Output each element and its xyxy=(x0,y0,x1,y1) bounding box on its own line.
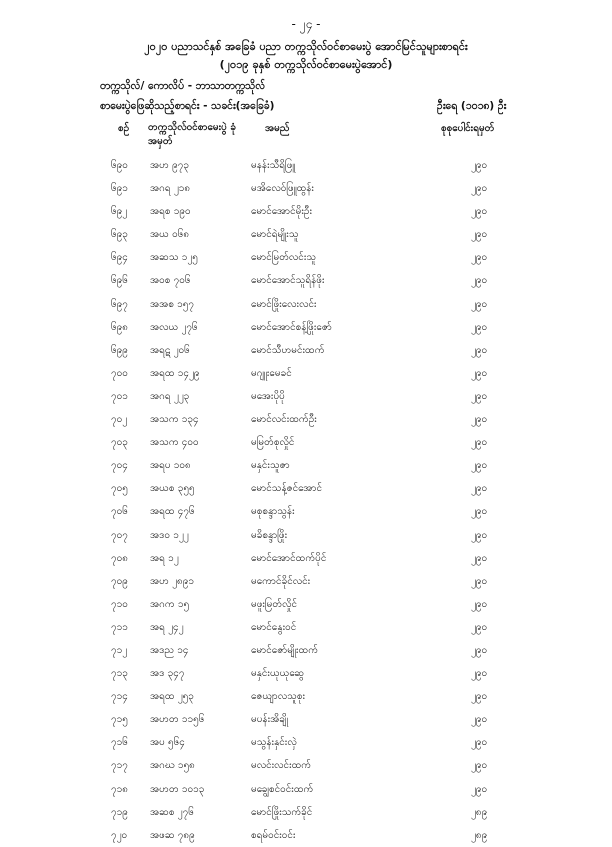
total-marks: ၂၈၉ xyxy=(471,806,488,818)
registration-no: အပ ၅၆၄ xyxy=(150,737,185,749)
student-name: မသွန်းနှင်းလှဲ xyxy=(251,737,297,749)
serial-no: ၇၀၅ xyxy=(111,483,128,495)
student-name: စရမ်ဝင်းဝင်း xyxy=(251,829,296,841)
student-name: မနန်းသီရိဖြူ xyxy=(251,160,296,171)
student-name: မောင်သန့်ဇင်အောင် xyxy=(251,483,323,495)
serial-no: ၇၀၈ xyxy=(111,552,128,564)
list-item xyxy=(0,778,612,801)
total-marks: ၂၉၀ xyxy=(471,737,488,749)
list-item xyxy=(0,547,612,570)
document-title: ၂၀၂၀ ပညာသင်နှစ် အခြေခံ ပညာ တက္ကသိုလ်ဝင်စာမေးပွဲ အောင်မြင်သူများစာရင်း xyxy=(144,40,468,53)
university-label: တက္ကသိုလ်/ ကောလိပ် - ဘာသာတက္ကသိုလ် xyxy=(100,80,266,92)
registration-no: အရစ ၁၉၀ xyxy=(150,206,191,218)
list-item xyxy=(0,500,612,523)
registration-no: အအစ ၁၅၇ xyxy=(150,298,195,310)
results-list xyxy=(0,154,612,847)
serial-no: ၇၀၃ xyxy=(111,437,128,449)
student-name: မောင်မြတ်လင်းသူ xyxy=(251,252,317,264)
list-item xyxy=(0,362,612,385)
list-item xyxy=(0,385,612,408)
registration-no: အဂဃ ၁၅၈ xyxy=(150,760,195,772)
total-marks: ၂၉၀ xyxy=(471,644,488,656)
registration-no: အဒည ၁၄ xyxy=(150,644,189,656)
serial-no: ၇၀၄ xyxy=(111,460,128,472)
list-item xyxy=(0,662,612,685)
serial-no: ၆၉၃ xyxy=(111,229,128,241)
list-item xyxy=(0,154,612,177)
total-marks: ၂၉၀ xyxy=(471,575,488,587)
total-marks: ၂၉၀ xyxy=(471,691,488,703)
student-name: မနှင်းယုယုဆွေ xyxy=(251,668,305,680)
total-marks: ၂၉၀ xyxy=(471,506,488,518)
registration-no: အဖဆ ၇၈၉ xyxy=(150,829,195,841)
serial-no: ၇၁၃ xyxy=(111,668,128,680)
header-total-marks: စုစုပေါင်းရမှတ် xyxy=(441,123,495,134)
total-marks: ၂၉၀ xyxy=(471,437,488,449)
registration-no: အဟတ ၁၀၁၃ xyxy=(150,783,205,795)
serial-no: ၇၀၇ xyxy=(111,529,128,541)
student-name: ဇေယျာလသူစုး xyxy=(251,691,305,703)
total-marks: ၂၉၀ xyxy=(471,298,488,310)
list-item xyxy=(0,731,612,754)
list-item xyxy=(0,269,612,292)
serial-no: ၆၉၇ xyxy=(111,298,128,310)
total-marks: ၂၉၀ xyxy=(471,183,488,195)
list-item xyxy=(0,316,612,339)
registration-no: အဟတ ၁၁၅၆ xyxy=(150,714,205,726)
list-item xyxy=(0,293,612,316)
page-number: - ၂၄ - xyxy=(291,17,321,31)
list-item xyxy=(0,223,612,246)
serial-no: ၇၁၂ xyxy=(111,644,128,656)
student-name: မကောင်ခိုင်လင်း xyxy=(251,575,311,587)
registration-no: အသက ၁၃၄ xyxy=(150,414,199,426)
total-marks: ၂၉၀ xyxy=(471,160,488,171)
serial-no: ၆၉၁ xyxy=(111,183,128,195)
registration-no: အဟ ၉၇၃ xyxy=(150,160,190,171)
registration-no: အရဋ ၂၀၆ xyxy=(150,344,190,356)
serial-no: ၇၀၂ xyxy=(111,414,128,426)
list-item xyxy=(0,616,612,639)
exam-subject-label: စာမေးပွဲဖြေဆိုသည့်စာရင်း - သခင်း(အခြေခံ) xyxy=(100,100,275,112)
registration-no: အဆသ ၁၂၅ xyxy=(150,252,198,264)
student-name: မဖူးမြတ်လှိုင် xyxy=(251,598,298,610)
student-name: မပန်းအိချို xyxy=(251,714,288,726)
total-marks: ၂၉၀ xyxy=(471,252,488,264)
registration-no: အဂရ ၂၂၃ xyxy=(150,390,190,402)
student-name: မောင်သီဟမင်းထက် xyxy=(251,344,325,356)
total-marks: ၂၉၀ xyxy=(471,275,488,287)
serial-no: ၆၉၉ xyxy=(111,344,128,356)
header-serial-no: စဉ် xyxy=(118,123,130,134)
registration-no: အဆစ ၂၇၆ xyxy=(150,806,194,818)
list-item xyxy=(0,477,612,500)
list-item xyxy=(0,708,612,731)
student-name: မောင်အောင်ထက်ပိုင် xyxy=(251,552,327,564)
student-name: မခိစန္ဒာဖြိုး xyxy=(251,529,288,541)
student-name: မောင်အောင်မိုးဦး xyxy=(251,206,313,218)
registration-no: အရထ ၂၅၃ xyxy=(150,691,194,703)
total-marks: ၂၈၉ xyxy=(471,829,488,841)
serial-no: ၇၁၆ xyxy=(111,737,128,749)
student-name: မောင်အောင်စန့်ဖြိုးဇော် xyxy=(251,321,332,333)
registration-no: အယ ၀၆၈ xyxy=(150,229,190,241)
serial-no: ၆၉၈ xyxy=(111,321,128,333)
student-name: မောင်အောင်သူရိန်ဖိုး xyxy=(251,275,325,287)
total-marks: ၂၉၀ xyxy=(471,783,488,795)
registration-no: အဒဝ ၁၂၂ xyxy=(150,529,189,541)
total-marks: ၂၉၀ xyxy=(471,390,488,402)
list-item xyxy=(0,639,612,662)
student-name: မအေးပိုပို xyxy=(251,390,285,402)
student-name: မောင်ရဲမျိုးသူ xyxy=(251,229,299,241)
student-name: မောင်ဖြိုးလေးလင်း xyxy=(251,298,317,310)
list-item xyxy=(0,408,612,431)
registration-no: အရထ ၄၇၆ xyxy=(150,506,195,518)
student-name: မောင်ဖြိုးသက်ခိုင် xyxy=(251,806,313,818)
serial-no: ၇၂၀ xyxy=(111,829,128,841)
list-item xyxy=(0,754,612,777)
student-name: မဂျူးမေခင် xyxy=(251,367,292,379)
total-marks: ၂၉၀ xyxy=(471,529,488,541)
list-item xyxy=(0,177,612,200)
serial-no: ၇၀၁ xyxy=(111,390,128,402)
total-count-label: ဦးရေ (၁၀၁၈) ဦး xyxy=(437,100,507,112)
list-item xyxy=(0,200,612,223)
list-item xyxy=(0,524,612,547)
registration-no: အရပ ၁၀၈ xyxy=(150,460,191,472)
serial-no: ၆၉၀ xyxy=(111,160,128,171)
serial-no: ၇၀၉ xyxy=(111,575,128,587)
total-marks: ၂၉၀ xyxy=(471,668,488,680)
total-marks: ၂၉၀ xyxy=(471,321,488,333)
list-item xyxy=(0,570,612,593)
registration-no: အရထ ၁၄၂၉ xyxy=(150,367,200,379)
registration-no: အယစ ၃၅၅ xyxy=(150,483,195,495)
registration-no: အလယ ၂၇၆ xyxy=(150,321,198,333)
total-marks: ၂၉၀ xyxy=(471,621,488,633)
serial-no: ၇၁၉ xyxy=(111,806,128,818)
total-marks: ၂၉၀ xyxy=(471,552,488,564)
total-marks: ၂၉၀ xyxy=(471,367,488,379)
student-name: မလင်းလင်းထက် xyxy=(251,760,312,772)
serial-no: ၆၉၄ xyxy=(111,252,128,264)
serial-no: ၆၉၂ xyxy=(111,206,128,218)
serial-no: ၇၁၀ xyxy=(111,598,128,610)
student-name: မောင်နွေးဝင် xyxy=(251,621,297,633)
serial-no: ၇၁၇ xyxy=(111,760,128,772)
total-marks: ၂၉၀ xyxy=(471,714,488,726)
list-item xyxy=(0,339,612,362)
total-marks: ၂၉၀ xyxy=(471,344,488,356)
registration-no: အဂရ ၂၁၈ xyxy=(150,183,191,195)
document-subtitle: (၂၀၁၉ ခုနှစ် တက္ကသိုလ်ဝင်စာမေးပွဲအောင်) xyxy=(219,58,393,71)
serial-no: ၇၁၈ xyxy=(111,783,128,795)
student-name: မချွေစင်ဝင်းထက် xyxy=(251,783,314,795)
list-item xyxy=(0,454,612,477)
header-registration-no: တက္ကသိုလ်ဝင်စာမေးပွဲ ခုံအမှတ် xyxy=(148,122,236,147)
list-item xyxy=(0,801,612,824)
student-name: မောင်လင်းထက်ဦး xyxy=(251,414,317,426)
student-name: မမြတ်စုလှိုင် xyxy=(251,437,295,449)
total-marks: ၂၉၀ xyxy=(471,598,488,610)
registration-no: အဒ ၃၄၇ xyxy=(150,668,185,680)
total-marks: ၂၉၀ xyxy=(471,206,488,218)
total-marks: ၂၉၀ xyxy=(471,460,488,472)
registration-no: အဟ ၂၈၉၁ xyxy=(150,575,195,587)
list-item xyxy=(0,824,612,847)
serial-no: ၇၁၄ xyxy=(111,691,128,703)
registration-no: အရ ၁၂ xyxy=(150,552,179,564)
registration-no: အရ ၂၄၂ xyxy=(150,621,184,633)
student-name: မနှင်းသူဇာ xyxy=(251,460,290,472)
serial-no: ၇၁၁ xyxy=(111,621,128,633)
total-marks: ၂၉၀ xyxy=(471,483,488,495)
registration-no: အသက ၄၀၀ xyxy=(150,437,199,449)
header-name: အမည် xyxy=(265,123,290,134)
list-item xyxy=(0,246,612,269)
list-item xyxy=(0,685,612,708)
total-marks: ၂၉၀ xyxy=(471,760,488,772)
total-marks: ၂၉၀ xyxy=(471,414,488,426)
registration-no: အဝစ ၇၀၆ xyxy=(150,275,191,287)
registration-no: အဂက ၁၅ xyxy=(150,598,190,610)
serial-no: ၇၀၀ xyxy=(111,367,128,379)
list-item xyxy=(0,431,612,454)
serial-no: ၆၉၆ xyxy=(111,275,128,287)
list-item xyxy=(0,593,612,616)
total-marks: ၂၉၀ xyxy=(471,229,488,241)
serial-no: ၇၁၅ xyxy=(111,714,128,726)
student-name: မောင်ဇော်မျိုးထက် xyxy=(251,644,319,656)
student-name: မစုစန္ဒာသွန်း xyxy=(251,506,295,518)
serial-no: ၇၀၆ xyxy=(111,506,128,518)
student-name: မအိလေဝ်ဖြူထွန်း xyxy=(251,183,314,195)
